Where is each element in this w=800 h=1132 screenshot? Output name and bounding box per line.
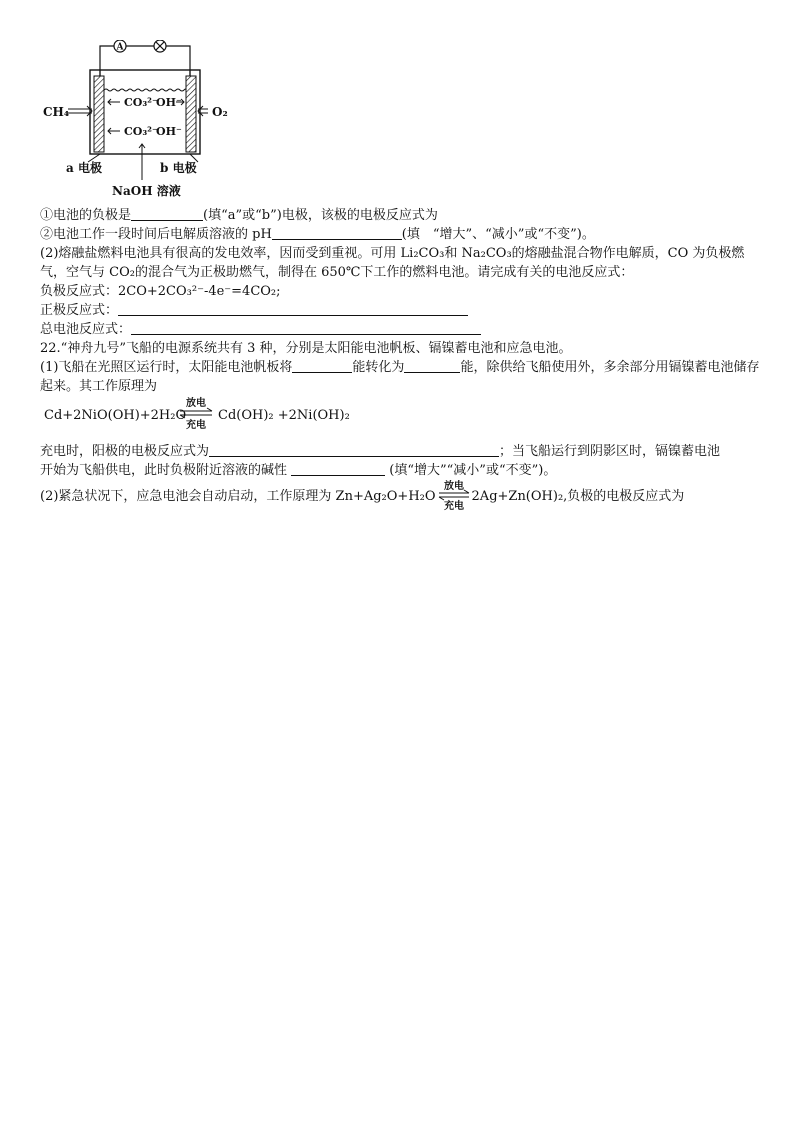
ammeter-label: A — [116, 42, 124, 53]
nicd-equation — [40, 396, 765, 434]
answer-blank-total-eq[interactable] — [131, 321, 481, 335]
positive-eq-line: 正极反应式： — [40, 301, 765, 320]
electrode-a-label: a 电极 — [66, 161, 102, 175]
negative-eq-line: 负极反应式：2CO+2CO₃²⁻-4e⁻=4CO₂; — [40, 284, 281, 299]
cell-container — [90, 70, 200, 154]
total-eq-line: 总电池反应式： — [40, 320, 765, 339]
answer-blank-negative-electrode[interactable] — [131, 207, 203, 221]
equation-lhs: Cd+2NiO(OH)+2H₂O — [44, 408, 187, 423]
arrow2-charge-label: 充电 — [443, 501, 464, 512]
charge-line-1: 充电时，阳极的电极反应式为 ；当飞船运行到阴影区时，镉镍蓄电池 — [40, 444, 721, 459]
q2-line: ②电池工作一段时间后电解质溶液的 pH (填 “增大”、“减小”或“不变”)。 — [40, 227, 595, 242]
q1-line: ①电池的负极是 (填“a”或“b”)电极，该极的电极反应式为 — [40, 208, 438, 223]
solution-label: NaOH 溶液 — [112, 184, 181, 198]
question-text — [40, 206, 765, 512]
arrow-charge-label: 充电 — [186, 420, 206, 431]
answer-blank-positive-eq[interactable] — [118, 302, 468, 316]
answer-blank-energy-from[interactable] — [292, 359, 352, 373]
answer-blank-energy-to[interactable] — [404, 359, 460, 373]
charge-line-2: 开始为飞船供电，此时负极附近溶液的碱性 (填“增大”“减小”或“不变”)。 — [40, 463, 557, 478]
ion-hydroxide-1: OH⁻ — [156, 96, 182, 109]
circuit-wire — [100, 46, 190, 76]
equation-rhs: Cd(OH)₂ +2Ni(OH)₂ — [218, 408, 350, 423]
answer-blank-alkalinity[interactable] — [291, 462, 385, 476]
q22-part1: (1)飞船在光照区运行时，太阳能电池帆板将 能转化为 能，除供给飞船使用外，多余部分用镉镍蓄电池储存起来。其工作原理为 — [40, 360, 760, 394]
ion-carbonate-2: CO₃²⁻ — [124, 125, 158, 138]
q22-part2: (2)紧急状况下，应急电池会自动启动，工作原理为 Zn+Ag₂O+H₂O 放电 充电 2Ag+Zn(OH)₂,负极的电极反应式为 — [40, 481, 685, 512]
ion-hydroxide-2: OH⁻ — [156, 125, 182, 138]
electrode-b — [186, 76, 196, 152]
arrow-discharge-label: 放电 — [186, 398, 206, 409]
answer-blank-anode-eq[interactable] — [209, 443, 499, 457]
answer-blank-ph[interactable] — [272, 226, 402, 240]
reversible-arrow-icon — [176, 396, 216, 432]
fuel-cell-diagram — [40, 40, 250, 198]
q22-title: 22.“神舟九号”飞船的电源系统共有 3 种，分别是太阳能电池帆板、镉镍蓄电池和应急电池。 — [40, 341, 572, 356]
electrode-b-label: b 电极 — [160, 161, 197, 175]
ion-carbonate-1: CO₃²⁻ — [124, 96, 158, 109]
oxygen-label: O₂ — [212, 105, 228, 119]
methane-label: CH₄ — [43, 105, 70, 119]
fuel-cell-svg — [40, 40, 250, 198]
electrode-a — [94, 76, 104, 152]
reversible-arrow-icon-2 — [437, 480, 471, 512]
part2-intro: (2)熔融盐燃料电池具有很高的发电效率，因而受到重视。可用 Li₂CO₃和 Na₂CO₃的熔融盐混合物作电解质，CO 为负极燃气，空气与 CO₂的混合气为正极助燃气，制得在 650℃下工作的燃料电池。请完成有关的电池反应式： — [40, 246, 745, 280]
arrow2-discharge-label: 放电 — [443, 481, 464, 492]
liquid-surface — [104, 89, 186, 91]
